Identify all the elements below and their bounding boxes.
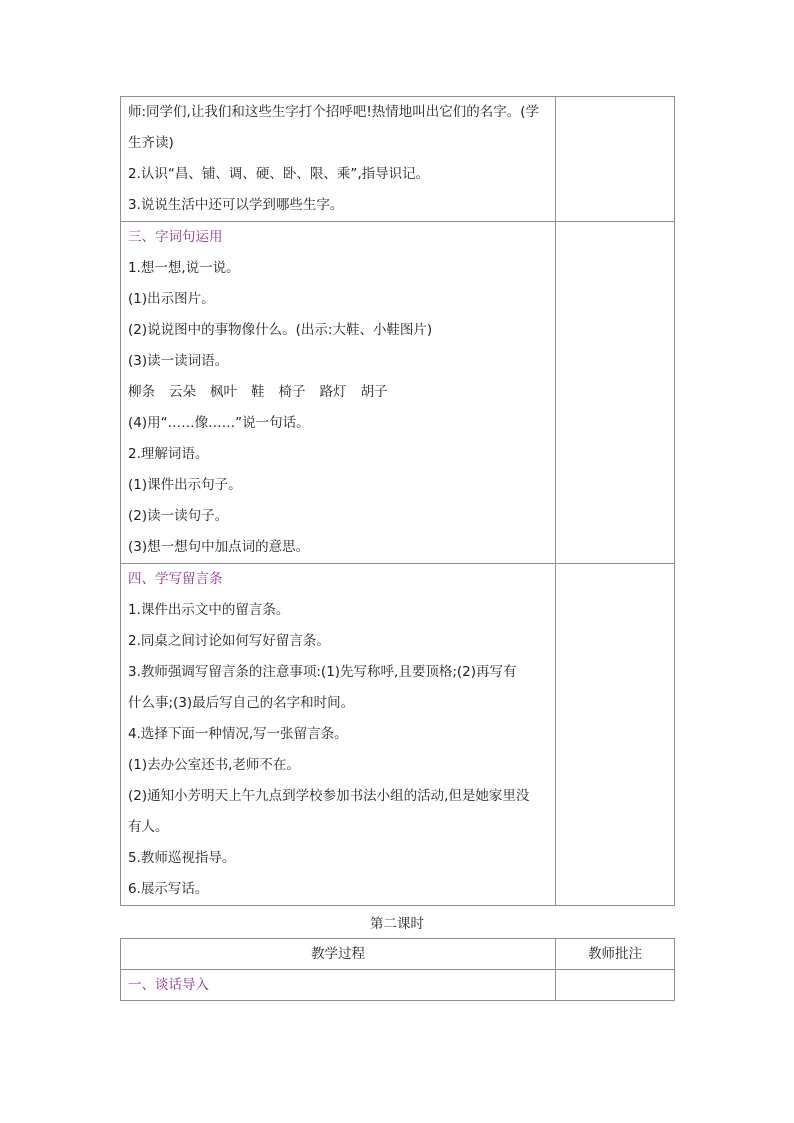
text-line: 1.课件出示文中的留言条。	[128, 602, 290, 618]
text-line: 4.选择下面一种情况,写一张留言条。	[128, 726, 348, 742]
section-heading: 一、谈话导入	[128, 977, 209, 993]
text-line: 3.说说生活中还可以学到哪些生字。	[128, 197, 344, 213]
text-line: 有人。	[128, 819, 169, 835]
text-line: 什么事;(3)最后写自己的名字和时间。	[128, 695, 355, 711]
word-item: 云朵	[169, 384, 196, 400]
column-header-notes: 教师批注	[556, 939, 675, 970]
text-line: 6.展示写话。	[128, 881, 209, 897]
word-item: 枫叶	[210, 384, 237, 400]
text-line: (3)想一想句中加点词的意思。	[128, 539, 310, 555]
note-cell	[556, 222, 675, 564]
word-item: 胡子	[360, 384, 388, 400]
lesson-table-1	[120, 96, 675, 906]
text-line: (3)读一读词语。	[128, 353, 229, 369]
process-cell-review	[121, 97, 556, 222]
word-item: 鞋	[251, 384, 265, 400]
lesson-caption: 第二课时	[370, 916, 424, 932]
note-cell	[556, 97, 675, 222]
text-line: (4)用“……像……”说一句话。	[128, 415, 310, 431]
text-line: (1)去办公室还书,老师不在。	[128, 757, 300, 773]
text-line: 师:同学们,让我们和这些生字打个招呼吧!热情地叫出它们的名字。(学	[128, 104, 540, 120]
text-line: 5.教师巡视指导。	[128, 850, 236, 866]
text-line: (1)课件出示句子。	[128, 477, 242, 493]
column-header-process: 教学过程	[121, 939, 556, 970]
note-cell	[556, 970, 675, 1001]
text-line: 3.教师强调写留言条的注意事项:(1)先写称呼,且要顶格;(2)再写有	[128, 664, 517, 680]
text-line: (2)说说图中的事物像什么。(出示:大鞋、小鞋图片)	[128, 322, 433, 338]
word-item: 路灯	[319, 384, 347, 400]
word-item: 柳条	[128, 384, 155, 400]
lesson-table-2	[120, 938, 675, 1001]
process-cell-intro	[121, 970, 556, 1001]
process-cell-word-usage	[121, 222, 556, 564]
section-heading: 四、学写留言条	[128, 571, 223, 587]
text-line: 1.想一想,说一说。	[128, 260, 240, 276]
word-item: 椅子	[278, 384, 306, 400]
text-line: (2)读一读句子。	[128, 508, 229, 524]
process-cell-message-note	[121, 564, 556, 906]
section-heading: 三、字词句运用	[128, 229, 223, 245]
text-line: 2.同桌之间讨论如何写好留言条。	[128, 633, 330, 649]
note-cell	[556, 564, 675, 906]
text-line: (1)出示图片。	[128, 291, 215, 307]
text-line: (2)通知小芳明天上午九点到学校参加书法小组的活动,但是她家里没	[128, 788, 530, 804]
text-line: 生齐读)	[128, 135, 174, 151]
word-list	[121, 377, 555, 408]
text-line: 2.理解词语。	[128, 446, 209, 462]
text-line: 2.认识“昌、铺、调、硬、卧、限、乘”,指导识记。	[128, 166, 430, 182]
